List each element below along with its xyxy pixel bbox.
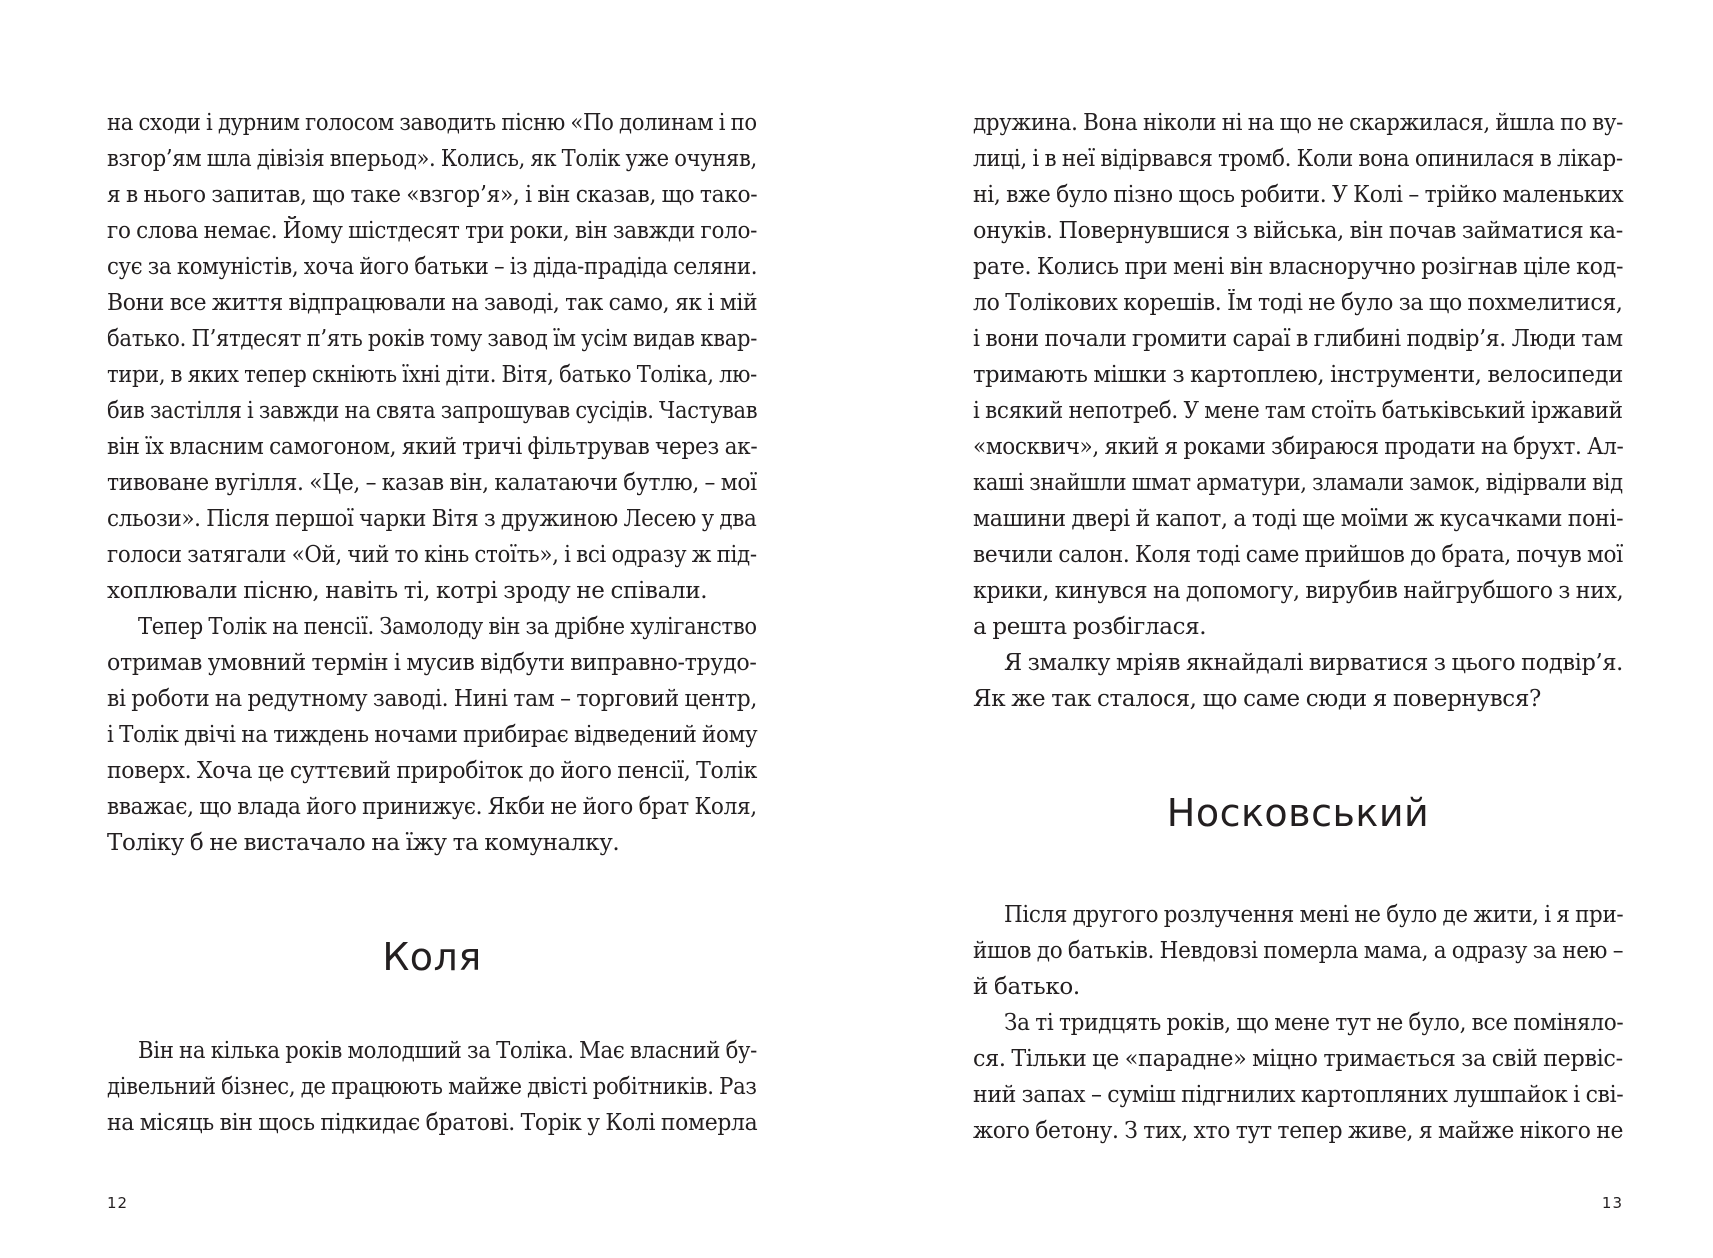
section-heading: Носковський [1166,791,1430,835]
text-line: ся. Тільки це «парадне» міцно тримається за свій первіс- [973,1046,1623,1072]
text-line: дружина. Вона ніколи ні на що не скаржилася, йшла по ву- [973,110,1623,136]
text-line: «москвич», який я роками збираюся продати на брухт. Ал- [973,434,1624,460]
text-line: Толіку б не вистачало на їжу та комуналку. [107,830,620,856]
text-line: і всякий непотреб. У мене там стоїть батьківський іржавий [973,398,1623,424]
text-line: йшов до батьків. Невдовзі померла мама, а одразу за нею – [973,938,1624,964]
text-line: дівельний бізнес, де працюють майже двісті робітників. Раз [107,1074,757,1100]
text-line: я в нього запитав, що таке «взгор’я», і він сказав, що тако- [107,182,758,208]
text-line: онуків. Повернувшися з війська, він почав займатися ка- [973,218,1623,244]
text-line: і вони почали громити сараї в глибині подвір’я. Люди там [973,326,1623,352]
text-line: машини двері й капот, а тоді ще моїми ж кусачками поні- [973,506,1624,532]
text-line: бив застілля і завжди на свята запрошував сусідів. Частував [107,398,758,424]
text-line: Вони все життя відпрацювали на заводі, так само, як і мій [107,290,758,316]
text-line: Як же так сталося, що саме сюди я повернувся? [973,686,1541,712]
text-line: він їх власним самогоном, який тричі фільтрував через ак- [107,434,758,460]
text-line: За ті тридцять років, що мене тут не було, все поміняло- [1004,1010,1624,1036]
text-line: ні, вже було пізно щось робити. У Колі – трійко маленьких [973,182,1624,208]
text-line: го слова немає. Йому шістдесят три роки, він завжди голо- [107,218,758,244]
text-line: тивоване вугілля. «Це, – казав він, калатаючи бутлю, – мої [107,470,757,496]
text-line: на сходи і дурним голосом заводить пісню «По долинам і по [107,110,757,136]
text-line: й батько. [973,974,1080,1000]
text-line: сльози». Після першої чарки Вітя з дружиною Лесею у два [107,506,757,532]
text-line: хоплювали пісню, навіть ті, котрі зроду не співали. [107,578,708,604]
right-page [857,0,1713,1258]
text-line: Я змалку мріяв якнайдалі вирватися з цього подвір’я. [1004,650,1623,676]
text-line: тримають мішки з картоплею, інструменти, велосипеди [973,362,1623,388]
text-line: Тепер Толік на пенсії. Замолоду він за дрібне хуліганство [138,614,757,640]
text-line: ло Толікових корешів. Їм тоді не було за що похмелитися, [973,290,1623,316]
text-line: голоси затягали «Ой, чий то кінь стоїть», і всі одразу ж під- [107,542,757,568]
text-line: на місяць він щось підкидає братові. Торік у Колі померла [107,1110,758,1136]
text-line: вважає, що влада його принижує. Якби не його брат Коля, [107,794,757,820]
text-line: жого бетону. З тих, хто тут тепер живе, я майже нікого не [973,1118,1624,1144]
text-line: тири, в яких тепер скніють їхні діти. Вітя, батько Толіка, лю- [107,362,757,388]
text-line: лиці, і в неї відірвався тромб. Коли вона опинилася в лікар- [973,146,1623,172]
text-line: і Толік двічі на тиждень ночами прибирає відведений йому [107,722,758,748]
text-line: вечили салон. Коля тоді саме прийшов до брата, почув мої [973,542,1623,568]
text-line: крики, кинувся на допомогу, вирубив найгрубшого з них, [973,578,1624,604]
section-heading: Коля [382,935,482,979]
text-line: сує за комуністів, хоча його батьки – із діда-прадіда селяни. [107,254,758,280]
text-line: поверх. Хоча це суттєвий приробіток до його пенсії, Толік [107,758,758,784]
text-line: ві роботи на редутному заводі. Нині там – торговий центр, [107,686,757,712]
text-line: ний запах – суміш підгнилих картопляних лушпайок і сві- [973,1082,1624,1108]
text-line: отримав умовний термін і мусив відбути виправно-трудо- [107,650,757,676]
text-line: а решта розбіглася. [973,614,1207,640]
page-number: 13 [1601,1194,1623,1212]
text-line: каші знайшли шмат арматури, зламали замок, відірвали від [973,470,1623,496]
text-line: батько. П’ятдесят п’ять років тому завод їм усім видав квар- [107,326,758,352]
text-line: рате. Колись при мені він власноручно розігнав ціле код- [973,254,1624,280]
text-line: Після другого розлучення мені не було де жити, і я при- [1004,902,1624,928]
page-number: 12 [107,1194,129,1212]
text-line: взгор’ям шла дівізія вперьод». Колись, як Толік уже очуняв, [107,146,757,172]
text-line: Він на кілька років молодший за Толіка. Має власний бу- [138,1038,758,1064]
left-page [0,0,856,1258]
